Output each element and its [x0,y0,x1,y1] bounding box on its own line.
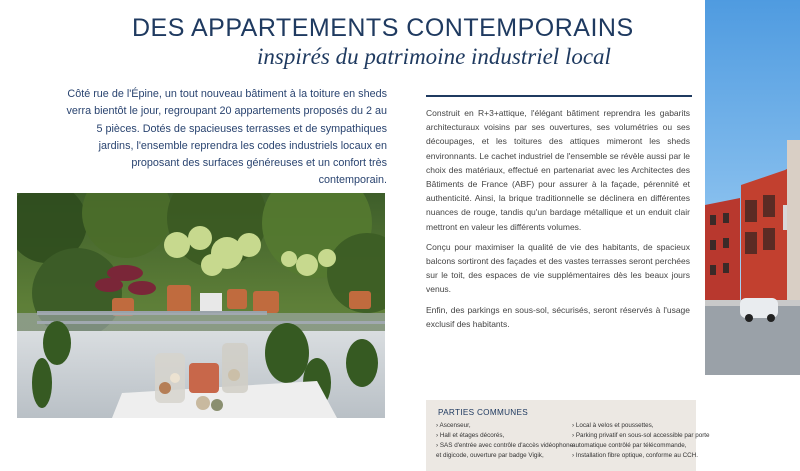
common-areas-list-left [436,421,574,461]
description-paragraph-2: Conçu pour maximiser la qualité de vie des habitants, de spacieux balcons sortiront des façades et des vastes terrasses seront perchées sur le toit, des espaces de vie supplémentaires dès les beaux jours venus. [426,241,690,295]
description-paragraph-1: Construit en R+3+attique, l'élégant bâtiment reprendra les gabarits architecturaux voisins par ses ouvertures, ses volumétries ou ses découpages, et les toitures des attiques mimeront les sheds environnants. Le cachet industriel de l'ensemble se révèle aussi par le choix des matériaux, effectué en partenariat avec les Architectes des Bâtiments de France (ABF) pour assurer à la façade, pérennité et authenticité. Ainsi, la brique traditionnelle se déclinera en différentes nuances de rouge, tandis qu'un bardage métallique et un enduit clair mettront en valeur les différents volumes. [426,108,690,232]
page-subtitle: inspirés du patrimoine industriel local [257,44,611,69]
description-column [426,106,690,337]
common-areas-panel [426,400,710,471]
list-item: › Ascenseur, [436,422,471,429]
list-item: › SAS d'entrée avec contrôle d'accès vidéophone [436,442,574,449]
common-areas-list-right [572,421,710,461]
list-item: › Parking privatif en sous-sol accessible par porte [572,432,710,439]
balcony-garden-photo [17,193,385,418]
intro-text: Côté rue de l'Épine, un tout nouveau bâtiment à la toiture en sheds verra bientôt le jour, regroupant 20 appartements proposés du 2 au 5 pièces. Dotés de spacieuses terrasses et de sympathiques jardins, l'ensemble reprendra les codes industriels locaux en proposant des surfaces généreuses et un confort très contemporain. [66,88,387,187]
list-item: et digicode, ouverture par badge Vigik, [436,452,544,459]
building-photo [705,0,800,375]
list-item: automatique contrôlé par télécommande, [572,442,687,449]
list-item: › Hall et étages décorés, [436,432,505,439]
section-divider [426,95,692,97]
list-item: › Installation fibre optique, conforme au CCH. [572,452,698,459]
list-item: › Local à velos et poussettes, [572,422,654,429]
page-title: DES APPARTEMENTS CONTEMPORAINS [132,14,634,42]
intro-paragraph [60,86,387,190]
description-paragraph-3: Enfin, des parkings en sous-sol, sécurisés, seront réservés à l'usage exclusif des habitants. [426,304,690,329]
common-areas-title: PARTIES COMMUNES [438,408,529,417]
